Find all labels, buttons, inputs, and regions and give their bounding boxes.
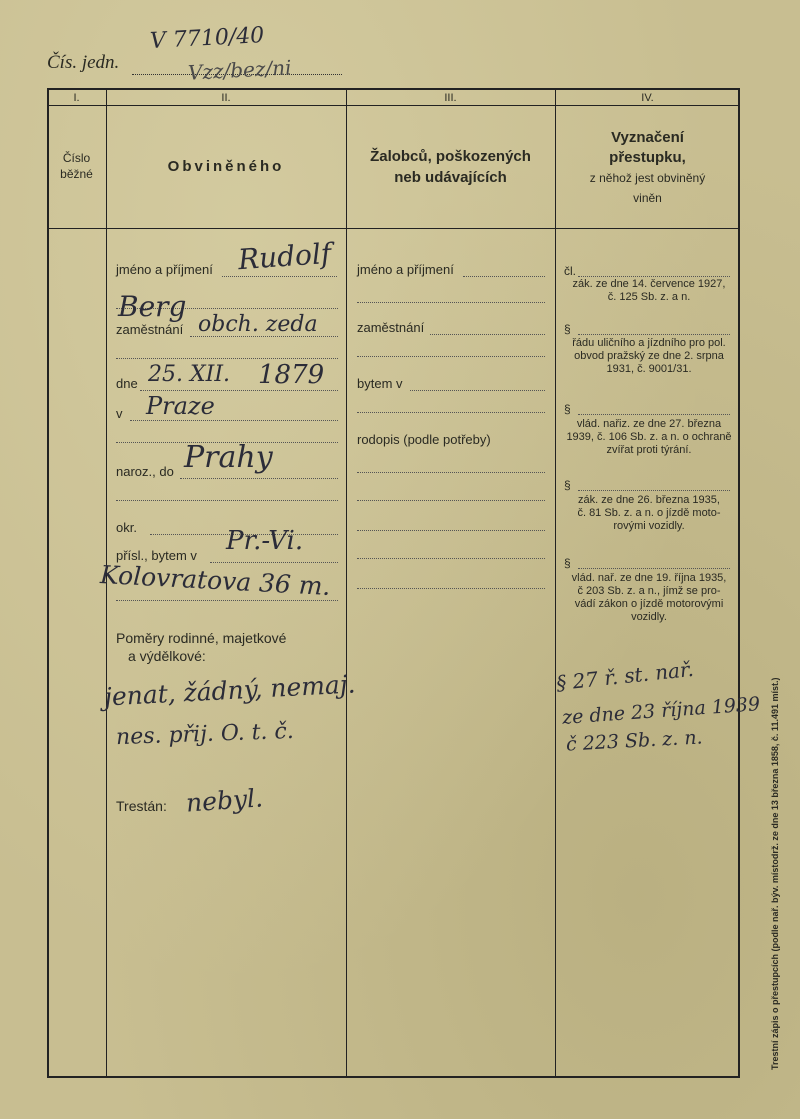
offence-handwritten-3: č 223 Sb. z. n. bbox=[565, 726, 704, 756]
law-4-dots bbox=[578, 490, 730, 491]
column-header-1 bbox=[47, 150, 106, 182]
accused-date-dots bbox=[140, 390, 338, 391]
offence-handwritten-1: § 27 ř. st. nař. bbox=[555, 656, 695, 696]
law-2-dots bbox=[578, 334, 730, 335]
accused-place-label: v bbox=[116, 406, 123, 421]
column-header-2: Obviněného bbox=[167, 158, 285, 175]
column-number-2: II. bbox=[221, 92, 231, 104]
column-divider-2 bbox=[346, 88, 347, 1076]
accused-born-dots bbox=[180, 478, 338, 479]
column-header-4-line4: viněn bbox=[633, 191, 662, 205]
law-4-section: § bbox=[564, 478, 571, 492]
plaintiff-line-dots-8 bbox=[357, 588, 545, 589]
column-header-1-line2: běžné bbox=[60, 167, 93, 181]
accused-date-handwritten-year: 1879 bbox=[258, 360, 325, 390]
accused-line-dots-4 bbox=[116, 500, 338, 501]
accused-family-label-1: Poměry rodinné, majetkové bbox=[116, 630, 287, 646]
accused-place-handwritten: Praze bbox=[146, 392, 215, 420]
accused-occupation-label: zaměstnání bbox=[116, 322, 184, 337]
accused-convicted-label: Trestán: bbox=[116, 798, 167, 814]
law-4-text bbox=[558, 494, 740, 533]
law-5-line1: vlád. nař. ze dne 19. října 1935, bbox=[571, 572, 727, 584]
plaintiff-line-dots-4 bbox=[357, 472, 545, 473]
column-header-4-line3: z něhož jest obviněný bbox=[589, 171, 706, 185]
accused-born-handwritten: Prahy bbox=[184, 440, 273, 475]
accused-residence-handwritten: Pr.-Vi. bbox=[226, 526, 304, 556]
law-4-line2: č. 81 Sb. z. a n. o jízdě moto- bbox=[577, 507, 721, 519]
law-2-line1: řádu uličního a jízdního pro pol. bbox=[572, 337, 726, 349]
law-3-line1: vlád. nařiz. ze dne 27. března bbox=[576, 418, 722, 430]
plaintiff-line-dots-6 bbox=[357, 530, 545, 531]
plaintiff-line-dots-2 bbox=[357, 356, 545, 357]
law-2-line2: obvod pražský ze dne 2. srpna bbox=[574, 350, 724, 362]
accused-date-handwritten-day: 25. XII. bbox=[148, 362, 231, 387]
column-header-3-line2: neb udávajících bbox=[394, 169, 507, 186]
column-number-3: III. bbox=[444, 92, 457, 104]
plaintiff-biography-label: rodopis (podle potřeby) bbox=[357, 432, 491, 447]
law-4-line1: zák. ze dne 26. března 1935, bbox=[578, 494, 720, 506]
law-5-line2: č 203 Sb. z. a n., jímž se pro- bbox=[577, 585, 721, 597]
accused-residence-label: přísl., bytem v bbox=[116, 548, 197, 563]
law-5-dots bbox=[578, 568, 730, 569]
law-3-dots bbox=[578, 414, 730, 415]
offence-handwritten-2: ze dne 23 října 1939 bbox=[561, 693, 761, 729]
column-number-4: IV. bbox=[641, 92, 654, 104]
column-divider-3 bbox=[555, 88, 556, 1076]
column-header-4-line1: Vyznačení bbox=[611, 129, 684, 146]
accused-line-dots-5 bbox=[116, 600, 338, 601]
accused-district-label: okr. bbox=[116, 520, 137, 535]
law-5-section: § bbox=[564, 556, 571, 570]
law-1-text bbox=[558, 278, 740, 304]
column-header-3 bbox=[346, 146, 555, 188]
law-2-section: § bbox=[564, 322, 571, 336]
law-1-line1: zák. ze dne 14. července 1927, bbox=[572, 278, 726, 290]
plaintiff-line-dots-5 bbox=[357, 500, 545, 501]
plaintiff-residence-label: bytem v bbox=[357, 376, 403, 391]
accused-place-dots bbox=[130, 420, 338, 421]
law-5-text bbox=[558, 572, 740, 624]
law-5-line4: vozidly. bbox=[631, 611, 667, 623]
law-3-line3: zvířat proti týrání. bbox=[606, 444, 692, 456]
accused-convicted-handwritten: nebyl. bbox=[185, 783, 264, 818]
accused-name-label: jméno a příjmení bbox=[116, 262, 213, 277]
law-5-line3: vádí zákon o jízdě motorovými bbox=[574, 598, 724, 610]
header-row-line bbox=[47, 228, 740, 229]
plaintiff-line-dots-3 bbox=[357, 412, 545, 413]
form-side-note: Trestní zápis o přestupcích (podle nař. býv. místodrž. ze dne 13 března 1858, č. 11.491 míst.) bbox=[770, 677, 780, 1070]
column-number-1: I. bbox=[73, 92, 80, 104]
accused-residence-dots bbox=[210, 562, 338, 563]
accused-street-handwritten: Kolovratova 36 m. bbox=[99, 559, 332, 602]
law-1-line2: č. 125 Sb. z. a n. bbox=[607, 291, 691, 303]
law-3-text bbox=[558, 418, 740, 457]
law-4-line3: rovými vozidly. bbox=[613, 520, 685, 532]
column-header-4 bbox=[555, 128, 740, 208]
plaintiff-residence-dots bbox=[410, 390, 545, 391]
column-header-3-line1: Žalobců, poškozených bbox=[370, 148, 531, 165]
accused-name-handwritten-1: Rudolf bbox=[236, 236, 333, 277]
plaintiff-occupation-label: zaměstnání bbox=[357, 320, 425, 335]
accused-name-handwritten-2: Berg bbox=[118, 290, 187, 323]
law-2-line3: 1931, č. 9001/31. bbox=[606, 363, 692, 375]
file-number-label: Čís. jedn. bbox=[47, 52, 120, 73]
plaintiff-line-dots-7 bbox=[357, 558, 545, 559]
plaintiff-name-dots bbox=[463, 276, 545, 277]
column-header-1-line1: Číslo bbox=[62, 151, 91, 165]
column-number-row-line bbox=[47, 105, 740, 106]
accused-occupation-handwritten: obch. zeda bbox=[198, 312, 318, 337]
accused-date-label: dne bbox=[116, 376, 138, 391]
accused-line-dots-2 bbox=[116, 358, 338, 359]
law-3-section: § bbox=[564, 402, 571, 416]
column-header-4-line2: přestupku, bbox=[609, 149, 686, 166]
file-number-handwritten-sub: Vzz/bez/ni bbox=[187, 55, 293, 85]
plaintiff-line-dots-1 bbox=[357, 302, 545, 303]
law-1-section: čl. bbox=[564, 264, 576, 278]
accused-family-label-2: a výdělkové: bbox=[128, 648, 206, 664]
plaintiff-occupation-dots bbox=[430, 334, 545, 335]
accused-born-label: naroz., do bbox=[116, 464, 174, 479]
accused-family-handwritten-2: nes. přij. O. t. č. bbox=[115, 718, 295, 751]
law-2-text bbox=[558, 337, 740, 376]
law-3-line2: 1939, č. 106 Sb. z. a n. o ochraně bbox=[566, 431, 732, 443]
law-1-dots bbox=[578, 276, 730, 277]
plaintiff-name-label: jméno a příjmení bbox=[357, 262, 454, 277]
accused-family-handwritten-1: jenat, žádný, nemaj. bbox=[103, 669, 357, 712]
file-number-handwritten: V 7710/40 bbox=[149, 23, 265, 54]
